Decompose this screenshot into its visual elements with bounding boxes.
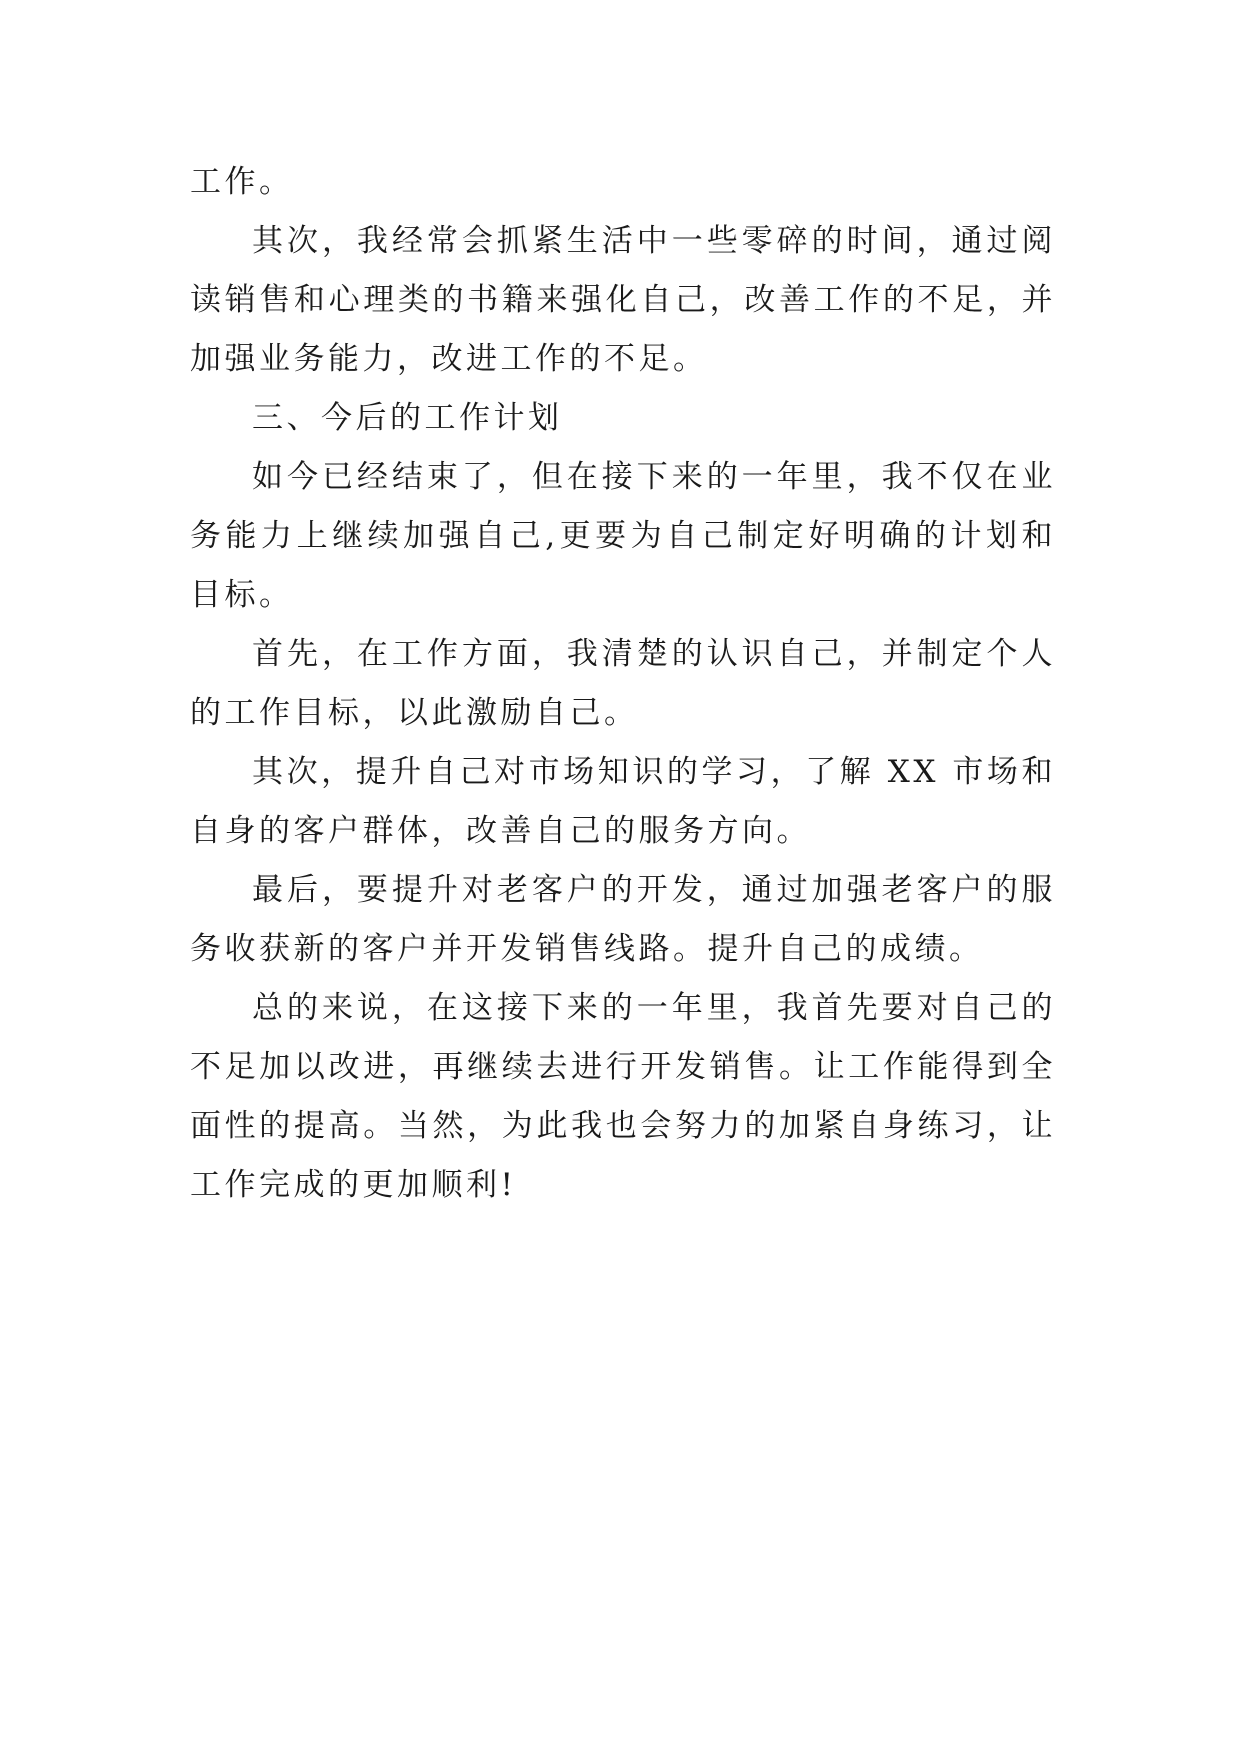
document-body [190, 153, 1056, 1215]
paragraph-plan-second: 其次，提升自己对市场知识的学习，了解 XX 市场和自身的客户群体，改善自己的服务方向。 [190, 754, 1056, 849]
paragraph-continuation: 工作。 [190, 164, 294, 200]
paragraph-reading-habit: 其次，我经常会抓紧生活中一些零碎的时间，通过阅读销售和心理类的书籍来强化自己，改善工作的不足，并加强业务能力，改进工作的不足。 [190, 223, 1056, 377]
paragraph-plan-first: 首先，在工作方面，我清楚的认识自己，并制定个人的工作目标，以此激励自己。 [190, 636, 1056, 731]
paragraph-summary: 总的来说，在这接下来的一年里，我首先要对自己的不足加以改进，再继续去进行开发销售。让工作能得到全面性的提高。当然，为此我也会努力的加紧自身练习，让工作完成的更加顺利! [190, 990, 1056, 1203]
section-heading-work-plan: 三、今后的工作计划 [252, 400, 563, 436]
paragraph-plan-last: 最后，要提升对老客户的开发，通过加强老客户的服务收获新的客户并开发销售线路。提升自己的成绩。 [190, 872, 1056, 967]
paragraph-plan-intro: 如今已经结束了，但在接下来的一年里，我不仅在业务能力上继续加强自己,更要为自己制定好明确的计划和目标。 [190, 459, 1056, 613]
